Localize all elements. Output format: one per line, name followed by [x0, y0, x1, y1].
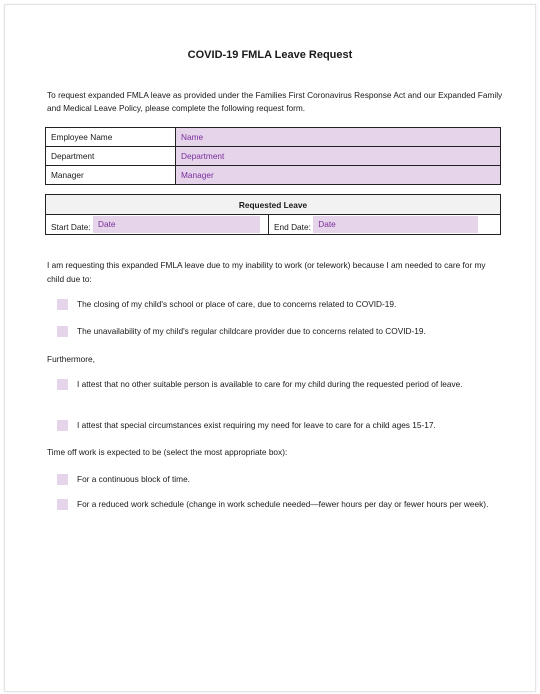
timeoff-option-text: For a reduced work schedule (change in work schedule needed—fewer hours per day or fewer hours per week). — [77, 499, 489, 509]
reason-paragraph: I am requesting this expanded FMLA leave due to my inability to work (or telework) because I am needed to care for my child due to: — [47, 260, 486, 284]
manager-field[interactable]: Manager — [176, 166, 501, 185]
reason-option-text: The closing of my child's school or place of care, due to concerns related to COVID-19. — [77, 299, 397, 309]
reason-option-text: The unavailability of my child's regular childcare provider due to concerns related to COVID-19. — [77, 326, 426, 336]
start-date-cell — [46, 215, 269, 235]
attestation-checkbox[interactable] — [57, 420, 68, 431]
form-title: COVID-19 FMLA Leave Request — [187, 49, 353, 61]
employee-name-field[interactable]: Name — [176, 128, 501, 147]
requested-leave-table — [45, 194, 501, 235]
start-date-field[interactable]: Date — [93, 216, 260, 233]
employee-info-table — [45, 127, 501, 185]
attestation-checkbox[interactable] — [57, 379, 68, 390]
end-date-field[interactable]: Date — [313, 216, 478, 233]
form-page — [4, 4, 536, 692]
reason-checkbox[interactable] — [57, 299, 68, 310]
attestation-text: I attest that no other suitable person is available to care for my child during the requested period of leave. — [77, 379, 463, 389]
timeoff-option-text: For a continuous block of time. — [77, 474, 190, 484]
requested-leave-heading: Requested Leave — [46, 195, 501, 215]
furthermore-label: Furthermore, — [47, 354, 95, 364]
timeoff-label: Time off work is expected to be (select the most appropriate box): — [47, 447, 288, 457]
intro-paragraph: To request expanded FMLA leave as provided under the Families First Coronavirus Response Act and our Expanded Family and Medical Leave Policy, please complete the following request form. — [47, 90, 503, 113]
department-field[interactable]: Department — [176, 147, 501, 166]
end-date-cell — [269, 215, 501, 235]
attestation-text: I attest that special circumstances exist requiring my need for leave to care for a child ages 15-17. — [77, 420, 436, 430]
timeoff-checkbox[interactable] — [57, 474, 68, 485]
reason-checkbox[interactable] — [57, 326, 68, 337]
end-date-label: End Date: — [274, 222, 311, 232]
department-label: Department — [46, 147, 176, 166]
start-date-label: Start Date: — [51, 222, 91, 232]
employee-name-label: Employee Name — [46, 128, 176, 147]
timeoff-checkbox[interactable] — [57, 499, 68, 510]
manager-label: Manager — [46, 166, 176, 185]
